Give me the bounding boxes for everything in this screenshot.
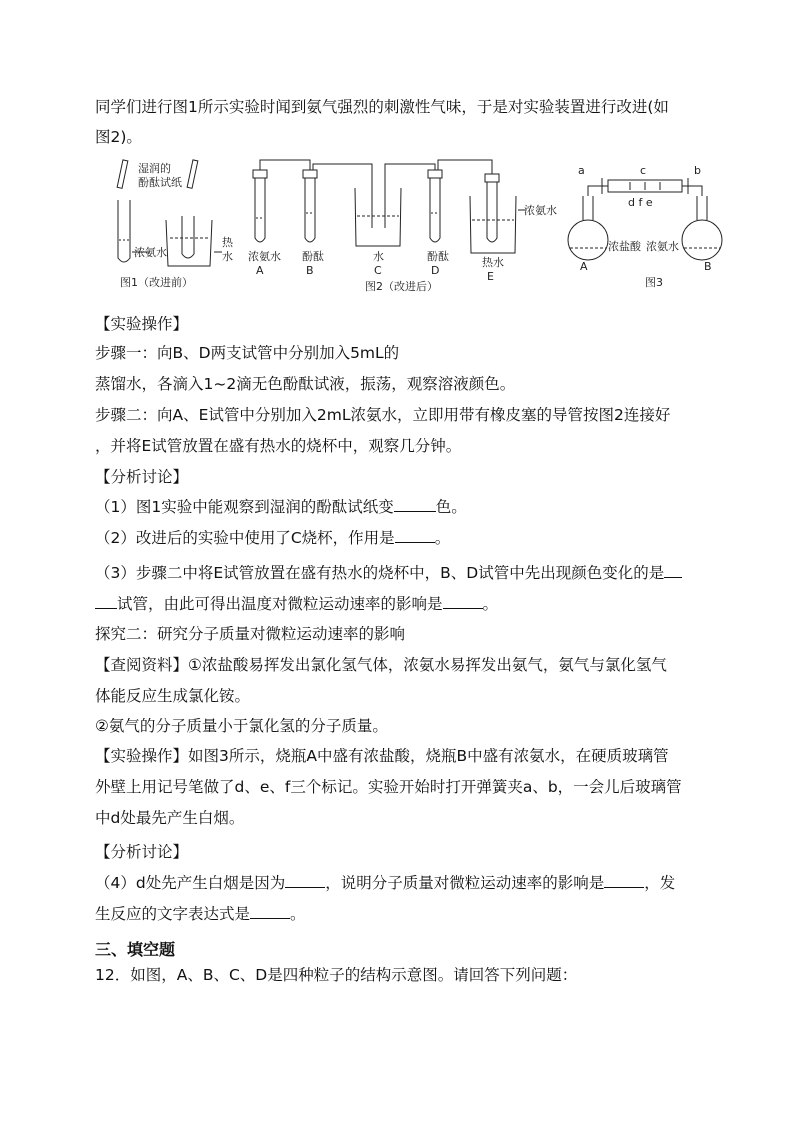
op-heading-1: 【实验操作】 <box>95 315 189 333</box>
question-2 <box>95 528 450 548</box>
intro-line-2: 图2)。 <box>95 128 142 146</box>
fig1-paper-label-2: 酚酞试纸 <box>138 176 182 189</box>
question-1 <box>95 497 467 517</box>
fig2-d-liquid: 酚酞 <box>427 250 449 263</box>
q1-blank[interactable] <box>394 497 436 512</box>
fig2-tube-a <box>255 176 265 242</box>
fig1-ammonia-label: 浓氨水 <box>134 246 167 259</box>
experiment-figures <box>110 158 730 298</box>
fig2-pipe-de <box>438 160 492 174</box>
q4-blank-2[interactable] <box>604 873 644 888</box>
op2-line-b: 外壁上用记号笔做了d、e、f三个标记。实验开始时打开弹簧夹a、b，一会儿后玻璃管 <box>95 778 682 796</box>
fig3-flask-a <box>568 220 608 260</box>
fig2-label-d: D <box>431 264 440 277</box>
q1-text-b: 色。 <box>435 498 467 516</box>
fig3-acid-label: 浓盐酸 <box>608 240 641 253</box>
fig2-beaker-c <box>355 188 401 246</box>
q4-text-e: 。 <box>290 905 306 923</box>
fig3-flask-b <box>682 220 722 260</box>
fig2-e-side-label: 浓氨水 <box>524 204 557 217</box>
q2-blank[interactable] <box>395 528 435 543</box>
fig2-caption: 图2（改进后） <box>365 280 438 293</box>
question-3-line-2 <box>95 594 498 614</box>
fig1-hot-water-label-1: 热 <box>222 236 233 249</box>
ref1-text-a: ①浓盐酸易挥发出氯化氢气体，浓氨水易挥发出氨气，氨气与氯化氢气 <box>188 656 667 674</box>
fig1-test-tube <box>118 200 130 262</box>
fig3-label-flask-b: B <box>704 260 712 273</box>
q3-text-b: 试管，由此可得出温度对微粒运动速率的影响是 <box>117 595 443 613</box>
fig2-pipe-ab <box>260 160 310 170</box>
q4-text-d: 生反应的文字表达式是 <box>95 905 251 923</box>
fig3-label-c: c <box>640 164 647 177</box>
step1-line-b: 蒸馏水，各滴入1~2滴无色酚酞试液，振荡，观察溶液颜色。 <box>95 375 516 393</box>
fig2-a-liquid: 浓氨水 <box>248 250 281 263</box>
fig2-label-a: A <box>256 264 264 277</box>
ref-line-1 <box>95 655 667 675</box>
q4-text-a: （4）d处先产生白烟是因为 <box>95 874 286 892</box>
ref2-line: ②氨气的分子质量小于氯化氢的分子质量。 <box>95 717 388 735</box>
fig3-label-a: a <box>578 164 585 177</box>
op-heading-2: 【实验操作】 <box>95 747 189 765</box>
ref1-line-b: 体能反应生成氯化铵。 <box>95 687 251 705</box>
fig2-pipe-bc <box>313 164 372 228</box>
question-3-line-1 <box>95 563 682 583</box>
fig2-tube-d <box>430 176 440 242</box>
fig1-caption: 图1（改进前） <box>120 276 193 289</box>
q4-blank-3[interactable] <box>250 904 290 919</box>
q4-blank-1[interactable] <box>285 873 325 888</box>
question-12: 12．如图，A、B、C、D是四种粒子的结构示意图。请回答下列问题： <box>95 966 578 984</box>
q3-text-c: 。 <box>482 595 499 613</box>
question-4-line-1 <box>95 873 675 893</box>
q1-text-a: （1）图1实验中能观察到湿润的酚酞试纸变 <box>95 498 394 516</box>
q3-text-a: （3）步骤二中将E试管放置在盛有热水的烧杯中，B、D试管中先出现颜色变化的是 <box>95 564 665 582</box>
fig2-label-e: E <box>487 270 494 283</box>
op2-line-a <box>95 746 669 766</box>
q3-blank-1-end[interactable] <box>95 594 117 609</box>
figure-3 <box>568 178 722 260</box>
q2-text-b: 。 <box>434 529 451 547</box>
fig3-marks: d f e <box>628 196 653 209</box>
disc-heading-2: 【分析讨论】 <box>95 843 189 861</box>
section3-heading: 三、填空题 <box>95 940 176 959</box>
fig1-paper-strip-left <box>117 160 128 188</box>
fig2-tube-b <box>305 176 315 242</box>
intro-line-1: 同学们进行图1所示实验时闻到氨气强烈的刺激性气味，于是对实验装置进行改进(如 <box>95 98 669 116</box>
fig3-ammonia-label: 浓氨水 <box>646 240 679 253</box>
fig2-c-liquid: 水 <box>373 250 384 263</box>
fig2-label-c: C <box>374 264 382 277</box>
ref-heading: 【查阅资料】 <box>95 656 189 674</box>
q3-blank-1-start[interactable] <box>664 563 682 578</box>
step2-line-a: 步骤二：向A、E试管中分别加入2mL浓氨水，立即用带有橡皮塞的导管按图2连接好 <box>95 406 671 424</box>
q4-text-b: ，说明分子质量对微粒运动速率的影响是 <box>325 874 605 892</box>
fig1-hot-water-label-2: 水 <box>222 250 233 263</box>
step2-line-b: ，并将E试管放置在盛有热水的烧杯中，观察几分钟。 <box>95 437 462 455</box>
step1-line-a: 步骤一：向B、D两支试管中分别加入5mL的 <box>95 344 400 362</box>
fig1-paper-label-1: 湿润的 <box>138 162 171 175</box>
fig2-b-liquid: 酚酞 <box>302 250 324 263</box>
fig3-label-flask-a: A <box>580 260 588 273</box>
disc-heading-1: 【分析讨论】 <box>95 468 189 486</box>
fig2-beaker-e <box>470 196 516 253</box>
fig2-label-b: B <box>306 264 314 277</box>
op2-line-c: 中d处最先产生白烟。 <box>95 809 245 827</box>
fig1-beaker <box>166 220 212 266</box>
fig3-caption: 图3 <box>645 276 663 289</box>
figure-2 <box>253 160 526 253</box>
fig1-paper-strip-right <box>187 160 198 188</box>
fig1-inner-tube <box>182 216 194 258</box>
question-4-line-2 <box>95 904 306 924</box>
q3-blank-2[interactable] <box>443 594 483 609</box>
q2-text-a: （2）改进后的实验中使用了C烧杯，作用是 <box>95 529 395 547</box>
fig2-e-liquid: 热水 <box>482 256 504 269</box>
fig3-label-b: b <box>694 164 701 177</box>
q4-text-c: ，发 <box>644 874 676 892</box>
op2-text-a: 如图3所示，烧瓶A中盛有浓盐酸，烧瓶B中盛有浓氨水，在硬质玻璃管 <box>188 747 669 765</box>
fig2-tube-e <box>487 180 497 242</box>
section2-title: 探究二：研究分子质量对微粒运动速率的影响 <box>95 625 406 643</box>
figures-svg <box>110 158 730 298</box>
